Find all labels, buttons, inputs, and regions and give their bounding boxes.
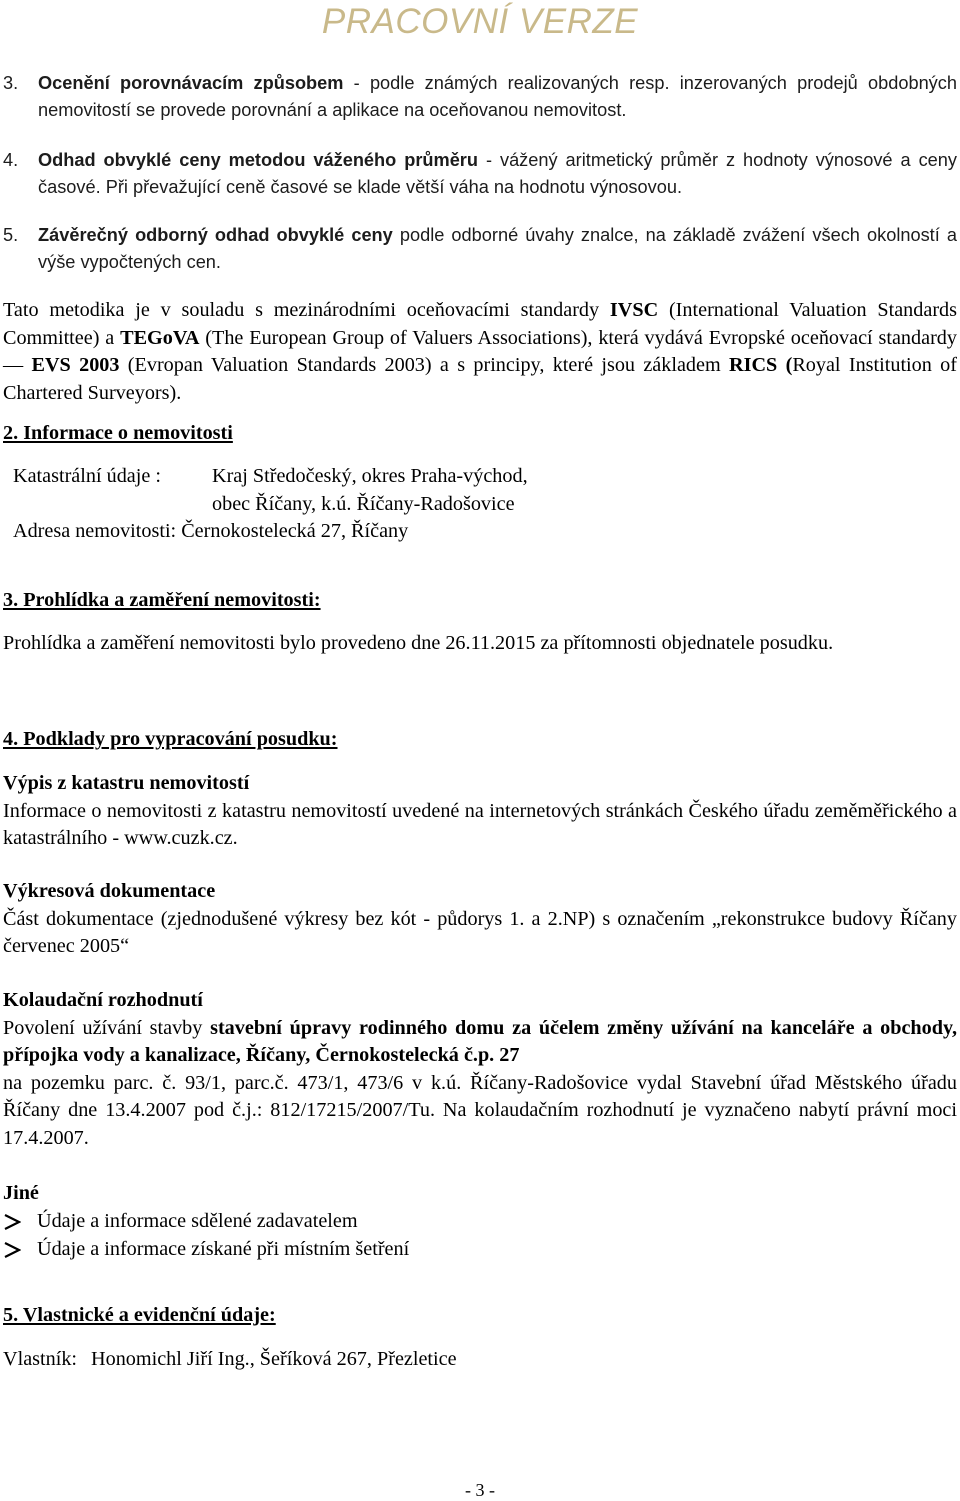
owner-label: Vlastník: [3, 1348, 78, 1370]
section-5-heading: 5. Vlastnické a evidenční údaje: [3, 1304, 276, 1326]
method-description: podle odborné úvahy znalce, na základě zvážení všech okolností a výše vypočtených cen. [38, 225, 957, 272]
address-label: Adresa nemovitosti: [13, 520, 177, 542]
method-description: - vážený aritmetický průměr z hodnoty výnosové a ceny časové. Při převažující ceně časové se klade větší váha na hodnotu výnosovou. [38, 150, 957, 197]
method-item-5 [3, 222, 957, 276]
section-3-heading: 3. Prohlídka a zaměření nemovitosti: [3, 589, 321, 611]
owner-row [3, 1346, 957, 1374]
cadastral-line-2: obec Říčany, k.ú. Říčany-Radošovice [212, 492, 515, 515]
property-info [13, 463, 953, 546]
list-item: Údaje a informace získané při místním šetření [3, 1236, 957, 1264]
section-4-heading: 4. Podklady pro vypracování posudku: [3, 728, 338, 750]
standards-paragraph: Tato metodika je v souladu s mezinárodními oceňovacími standardy IVSC (International Valuation Standards Committee) a TEGoVA (The European Group of Valuers Associations), která vydává Evropské oceňovací standardy — EVS 2003 (Evropan Valuation Standards 2003) a s principy, které jsou základem RICS (Royal Institution of Chartered Surveyors). [3, 299, 958, 404]
page-number: - 3 - [465, 1480, 495, 1500]
approval-details: na pozemku parc. č. 93/1, parc.č. 473/1, 473/6 v k.ú. Říčany-Radošovice vydal Stavební úřad Městského úřadu Říčany dne 13.4.2007 pod č.j.: 812/17215/2007/Tu. Na kolaudačním rozhodnutí je vyznačeno nabytí právní moci 17.4.2007. [3, 1071, 957, 1149]
method-number: 3. [3, 73, 19, 93]
cadastre-text: Informace o nemovitosti z katastru nemovitostí uvedené na internetových stránkách Českého úřadu zeměměřického a katastrálního - www.cuzk.cz. [3, 799, 957, 849]
approval-title: Kolaudační rozhodnutí [3, 989, 203, 1011]
watermark: PRACOVNÍ VERZE [321, 2, 639, 41]
other-title: Jiné [3, 1182, 39, 1204]
arrow-bullet-icon [3, 1214, 37, 1230]
method-item-4 [3, 147, 957, 201]
address-value: Černokostelecká 27, Říčany [181, 520, 409, 542]
cadastre-excerpt [3, 770, 957, 853]
method-title: Ocenění porovnávacím způsobem [38, 73, 344, 93]
arrow-bullet-icon [3, 1242, 37, 1258]
other-sources [3, 1180, 957, 1264]
method-title: Odhad obvyklé ceny metodou váženého průměru [38, 150, 478, 170]
list-item: Údaje a informace sdělené zadavatelem [3, 1208, 957, 1236]
drawings-docs [3, 878, 957, 961]
method-number: 4. [3, 150, 19, 170]
drawings-text: Část dokumentace (zjednodušené výkresy bez kót - půdorys 1. a 2.NP) s označením „rekonstrukce budovy Říčany červenec 2005“ [3, 907, 957, 957]
drawings-title: Výkresová dokumentace [3, 880, 216, 902]
method-number: 5. [3, 225, 19, 245]
owner-value: Honomichl Jiří Ing., Šeříková 267, Přezletice [91, 1348, 457, 1370]
section-2-heading: 2. Informace o nemovitosti [3, 422, 233, 444]
method-description: - podle známých realizovaných resp. inzerovaných prodejů obdobných nemovitostí se provede porovnání a aplikace na oceňovanou nemovitost. [38, 73, 957, 120]
method-item-3 [3, 70, 957, 124]
cadastral-line-1: Kraj Středočeský, okres Praha-východ, [212, 465, 528, 487]
inspection-text: Prohlídka a zaměření nemovitosti bylo provedeno dne 26.11.2015 za přítomnosti objednatele posudku. [3, 632, 834, 654]
approval-subject: stavební úpravy rodinného domu za účelem změny užívání na kanceláře a obchody, přípojka vody a kanalizace, Říčany, Černokostelecká č.p. 27 [3, 1016, 957, 1066]
cadastre-title: Výpis z katastru nemovitostí [3, 772, 250, 794]
method-title: Závěrečný odborný odhad obvyklé ceny [38, 225, 393, 245]
cadastral-label: Katastrální údaje : [13, 465, 161, 487]
approval-decision: Kolaudační rozhodnutí Povolení užívání stavby stavební úpravy rodinného domu za účelem změny užívání na kanceláře a obchody, přípojka vody a kanalizace, Říčany, Černokostelecká č.p. 27 na pozemku parc. č. 93/1, parc.č. 473/1, 473/6 v k.ú. Říčany-Radošovice vydal Stavební úřad Městského úřadu Říčany dne 13.4.2007 pod č.j.: 812/17215/2007/Tu. Na kolaudačním rozhodnutí je vyznačeno nabytí právní moci 17.4.2007. [3, 987, 957, 1152]
